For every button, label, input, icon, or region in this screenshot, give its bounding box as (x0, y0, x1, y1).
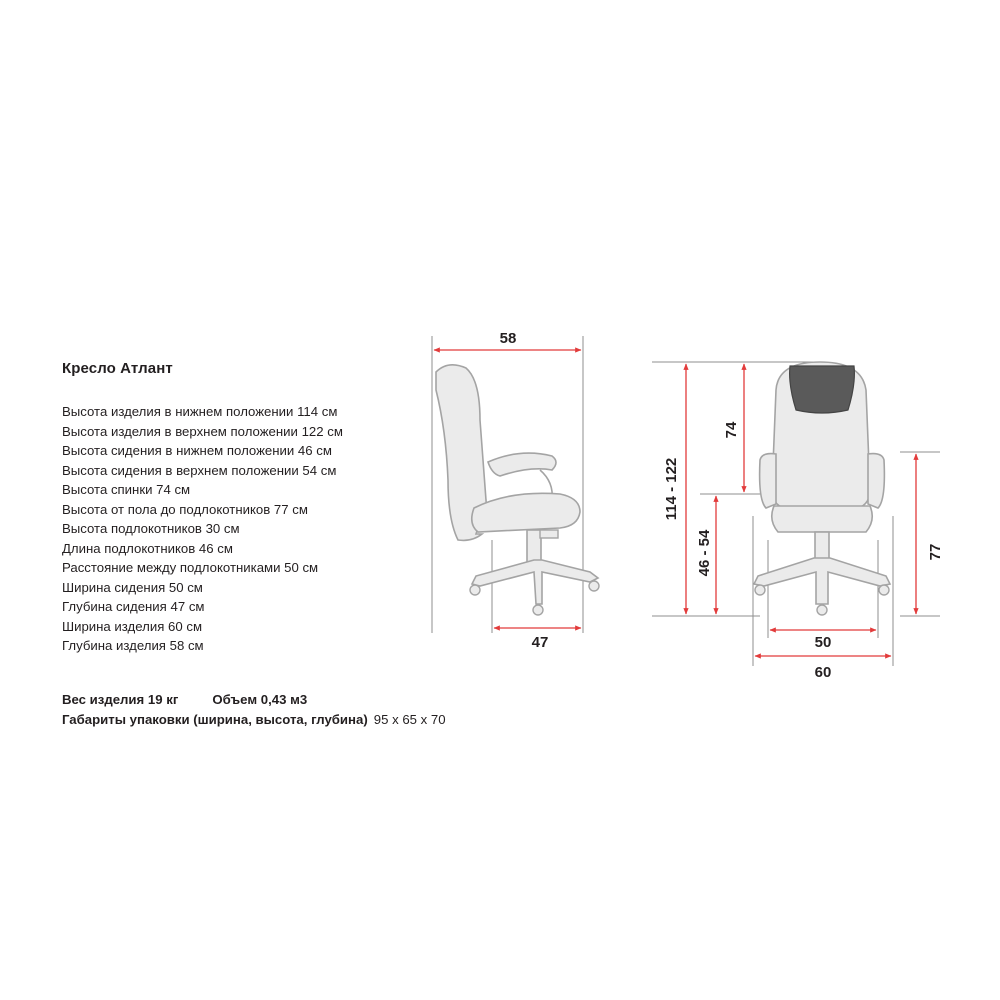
front-seat-shape (772, 506, 873, 532)
backrest-height-label: 74 (723, 421, 740, 439)
depth-total-label: 58 (499, 330, 517, 347)
packaging-value: 95 х 65 х 70 (373, 712, 446, 727)
spec-item: Высота подлокотников 30 см (62, 521, 240, 536)
seat-depth-label: 47 (531, 634, 549, 651)
depth-total-dimension (434, 330, 581, 350)
height-total-label: 114 - 122 (663, 457, 680, 521)
right-armrest-shape (868, 454, 884, 508)
backrest-height-dimension (723, 364, 744, 492)
spec-item: Ширина сидения 50 см (62, 579, 203, 595)
spec-item: Высота от пола до подлокотников 77 см (62, 501, 308, 517)
spec-item: Высота изделия в нижнем положении 114 см (62, 404, 338, 419)
spec-item: Высота сидения в нижнем положении 46 см (62, 443, 332, 458)
spec-item: Длина подлокотников 46 см (62, 540, 233, 556)
armrest-height-dimension (916, 454, 944, 614)
volume-text: Объем 0,43 м3 (212, 692, 308, 707)
side-view-chair (432, 336, 599, 633)
spec-item: Высота изделия в верхнем положении 122 см (62, 423, 343, 439)
height-total-dimension (663, 364, 686, 614)
product-title: Кресло Атлант (62, 360, 173, 377)
weight-text: Вес изделия 19 кг (62, 692, 179, 707)
armrest-shape (488, 453, 556, 476)
chair-base (472, 560, 598, 604)
packaging-label: Габариты упаковки (ширина, высота, глубина) (62, 712, 368, 727)
front-chair-base (754, 558, 890, 604)
spec-item: Глубина изделия 58 см (62, 638, 204, 653)
seat-depth-dimension (494, 628, 581, 651)
spec-item: Высота сидения в верхнем положении 54 см (62, 462, 337, 478)
left-armrest-shape (760, 454, 776, 508)
total-width-label: 60 (814, 664, 832, 681)
spec-item: Глубина сидения 47 см (62, 599, 205, 614)
seat-height-dimension (696, 496, 716, 614)
spec-item: Ширина изделия 60 см (62, 618, 203, 634)
spec-item: Расстояние между подлокотниками 50 см (62, 560, 319, 575)
seat-shape (472, 493, 580, 532)
armrest-height-label: 77 (927, 543, 944, 561)
front-view-chair (652, 362, 940, 666)
total-width-dimension (755, 656, 891, 681)
seat-height-label: 46 - 54 (696, 529, 713, 577)
headrest-shape (790, 366, 855, 413)
seat-width-label: 50 (814, 634, 832, 651)
seat-width-dimension (770, 630, 876, 651)
spec-item: Высота спинки 74 см (62, 482, 191, 497)
